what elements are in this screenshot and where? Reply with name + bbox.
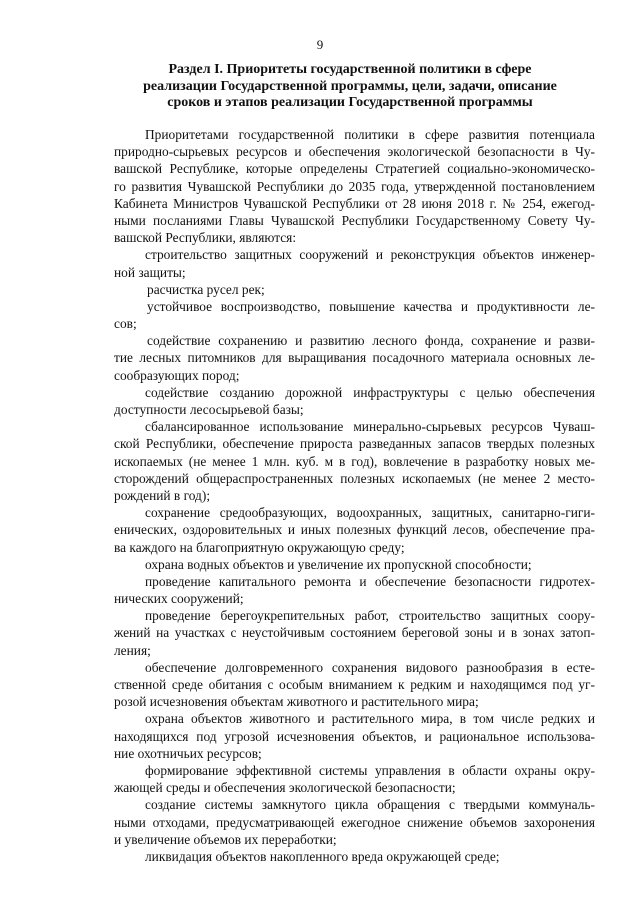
list-item-line: енических, оздоровительных и иных полезных функций лесов, обеспечение пра- bbox=[114, 522, 595, 538]
list-item-line: рождений в год); bbox=[114, 487, 211, 503]
list-item-line: расчистка русел рек; bbox=[147, 281, 265, 297]
paragraph-line: вашской Республике, которые определены Стратегией социально-экономическо- bbox=[114, 161, 595, 177]
paragraph-line: Кабинета Министров Чувашской Республики от 28 июня 2018 г. № 254, ежегод- bbox=[114, 195, 595, 211]
list-item-line: сохранение средообразующих, водоохранных, защитных, санитарно-гиги- bbox=[145, 505, 595, 521]
list-item-line: тие лесных питомников для выращивания посадочного материала основных ле- bbox=[114, 350, 595, 366]
list-item-line: доступности лесосырьевой базы; bbox=[114, 402, 304, 417]
list-item-line: сов; bbox=[114, 316, 137, 332]
section-title-line: сроков и этапов реализации Государственной программы bbox=[167, 95, 533, 110]
list-item-line: и увеличение объемов их переработки; bbox=[114, 831, 337, 847]
list-item-line: охрана водных объектов и увеличение их пропускной способности; bbox=[145, 556, 532, 572]
list-item-line: ва каждого на благоприятную окружающую среду; bbox=[114, 539, 405, 555]
list-item-line: нических сооружений; bbox=[114, 591, 244, 607]
section-title-line: Раздел I. Приоритеты государственной политики в сфере bbox=[168, 62, 532, 77]
list-item-line: устойчивое воспроизводство, повышение качества и продуктивности ле- bbox=[147, 298, 595, 314]
list-item-line: ной защиты; bbox=[114, 264, 186, 280]
paragraph-line: го развития Чувашской Республики до 2035 года, утвержденной постановлением bbox=[114, 178, 595, 194]
list-item-line: ской Республики, обеспечение прироста разведанных запасов твердых полезных bbox=[114, 436, 595, 452]
list-item-line: сбалансированное использование минерально-сырьевых ресурсов Чуваш- bbox=[145, 419, 595, 435]
paragraph-line: Приоритетами государственной политики в сфере развития потенциала bbox=[145, 127, 595, 142]
list-item-line: ления; bbox=[114, 642, 151, 658]
list-item-line: сообразующих пород; bbox=[114, 367, 240, 383]
list-item-line: ликвидация объектов накопленного вреда окружающей среде; bbox=[145, 848, 500, 864]
page-number: 9 bbox=[316, 37, 324, 52]
list-item-line: охрана объектов животного и растительного мира, в том числе редких и bbox=[145, 711, 595, 727]
list-item-line: находящихся под угрозой исчезновения объектов, и рациональное использова- bbox=[114, 728, 595, 744]
list-item-line: содействие сохранению и развитию лесного фонда, сохранение и разви- bbox=[147, 333, 595, 349]
paragraph-line: вашской Республики, являются: bbox=[114, 230, 297, 246]
section-title-line: реализации Государственной программы, цели, задачи, описание bbox=[143, 78, 557, 94]
list-item-line: сторождений общераспространенных полезных ископаемых (не менее 2 место- bbox=[114, 470, 595, 486]
list-item-line: строительство защитных сооружений и реконструкция объектов инженер- bbox=[145, 247, 595, 263]
list-item-line: обеспечение долговременного сохранения видового разнообразия в есте- bbox=[145, 659, 595, 675]
list-item-line: ние охотничьих ресурсов; bbox=[114, 745, 262, 761]
list-item-line: создание системы замкнутого цикла обращения с твердыми коммуналь- bbox=[145, 797, 595, 813]
section-title bbox=[100, 62, 600, 112]
paragraph-line: ными посланиями Главы Чувашской Республики Государственному Совету Чу- bbox=[114, 212, 595, 228]
list-item-line: жающей среды и обеспечения экологической безопасности; bbox=[114, 780, 456, 796]
list-item-line: проведение капитального ремонта и обеспечение безопасности гидротех- bbox=[145, 573, 595, 589]
list-item-line: розой исчезновения объектам животного и растительного мира; bbox=[114, 694, 479, 710]
list-item-line: проведение берегоукрепительных работ, строительство защитных соору- bbox=[145, 608, 595, 624]
body-text bbox=[114, 126, 595, 865]
list-item-line: ископаемых (не менее 1 млн. куб. м в год), вовлечение в разработку новых ме- bbox=[114, 453, 595, 469]
list-item-line: содействие созданию дорожной инфраструктуры с целью обеспечения bbox=[145, 384, 595, 400]
list-item-line: ными отходами, предусматривающей ежегодное снижение объемов захоронения bbox=[114, 814, 595, 830]
list-item-line: формирование эффективной системы управления в области охраны окру- bbox=[145, 762, 595, 778]
paragraph-line: природно-сырьевых ресурсов и обеспечения экологической безопасности в Чу- bbox=[114, 144, 595, 160]
list-item-line: жений на участках с неустойчивым состоянием береговой зоны и в зонах затоп- bbox=[114, 625, 595, 641]
list-item-line: ственной среде обитания с особым вниманием к редким и находящимся под уг- bbox=[114, 677, 595, 692]
